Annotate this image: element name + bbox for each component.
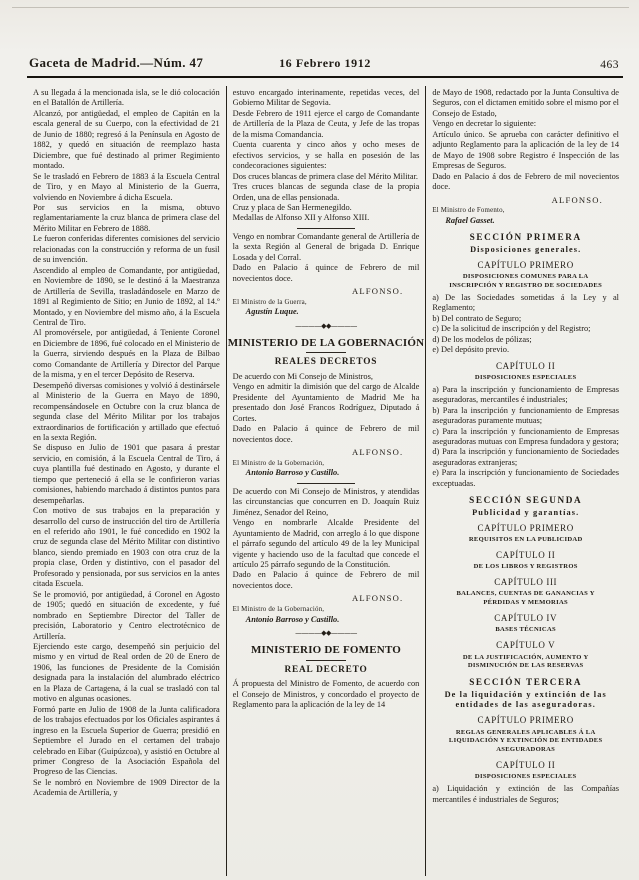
page-number: 463 <box>600 59 619 71</box>
list-item: a) Para la inscripción y funcionamiento de Empresas aseguradoras, mercantiles é industriales; <box>432 384 620 405</box>
list-item: d) Para la inscripción y funcionamiento de Sociedades aseguradoras extranjeras; <box>432 447 620 467</box>
paragraph: Dado en Palacio á quince de Febrero de mil novecientos doce. <box>232 263 420 283</box>
paragraph: Vengo en nombrar Comandante general de Artillería de la sexta Región al General de brigada D. Enrique Losada y del Corral. <box>232 231 420 262</box>
chapter-caption: DISPOSICIONES ESPECIALES <box>474 773 577 781</box>
decree-heading: REAL DECRETO <box>284 664 368 675</box>
list-item: b) Para la inscripción y funcionamiento de Empresas aseguradoras puramente mutuas; <box>432 405 620 426</box>
chapter-caption: BALANCES, CUENTAS DE GANANCIAS Y PÉRDIDAS Y MEMORIAS <box>456 590 595 607</box>
paragraph: Dos cruces blancas de primera clase del Mérito Militar. <box>232 171 419 181</box>
ornament-divider: ————◆◆———— <box>295 321 357 330</box>
paragraph: Por sus servicios en la misma, obtuvo reglamentariamente la cruz blanca de primera clase del Mérito Militar en Febrero de 1888. <box>33 202 220 233</box>
chapter-heading: CAPÍTULO II <box>496 360 556 371</box>
chapter-heading: CAPÍTULO PRIMERO <box>477 523 574 534</box>
list-item: c) Para la inscripción y funcionamiento de Empresas aseguradoras mutuas con Empresa fundadora y gestora; <box>432 426 620 446</box>
list-item: a) De las Sociedades sometidas á la Ley y al Reglamento; <box>432 292 620 313</box>
chapter-caption: REGLAS GENERALES APLICABLES Á LA LIQUIDACIÓN Y EXTINCIÓN DE ENTIDADES ASEGURADORAS <box>448 728 603 754</box>
rule-divider <box>306 352 346 353</box>
paragraph: Formó parte en Julio de 1908 de la Junta calificadora de los trabajos efectuados por los Oficiales aspirantes á ingreso en la Escuela Superior de Guerra; presidió en Septiembre el Jurado en el certamen del trabajo celebrado en Eibar (Guipúzcoa), y asistió en Octubre al primer Congreso de la Asociación Española del Progreso de las Ciencias. <box>33 704 220 777</box>
list-item: a) Liquidación y extinción de las Compañías mercantiles é industriales de Seguros; <box>432 784 620 804</box>
minister-title: El Ministro de la Gobernación, <box>232 606 325 614</box>
royal-signature: ALFONSO. <box>551 194 604 205</box>
chapter-caption: DISPOSICIONES COMUNES PARA LA INSCRIPCIÓN Y REGISTRO DE SOCIEDADES <box>449 273 603 290</box>
paragraph: Al promovérsele, por antigüedad, á Teniente Coronel en Diciembre de 1896, fué colocado en el Ministerio de la Guerra, sirviendo después en la Plaza de Bilbao como Comandante de Artillería y Director del Parque de la misma, y en el tercer Depósito de Reserva. <box>33 328 220 380</box>
paragraph: Artículo único. Se aprueba con carácter definitivo el adjunto Reglamento para la aplicación de la ley de 14 de Mayo de 1908 sobre Registro é Inspección de las Empresas de Seguros. <box>432 129 620 171</box>
paragraph: Cruz y placa de San Hermenegildo. <box>232 202 352 212</box>
paragraph: estuvo encargado interinamente, repetidas veces, del Gobierno Militar de Segovia. <box>232 88 420 108</box>
column-2 <box>226 86 426 876</box>
list-item: d) De los modelos de pólizas; <box>432 334 532 344</box>
paragraph: Se le nombró en Noviembre de 1909 Director de la Academia de Artillería, y <box>33 777 220 798</box>
paragraph: Vengo en admitir la dimisión que del cargo de Alcalde Presidente del Ayuntamiento de Madrid Me ha presentado don José Francos Rodríguez, Diputado á Cortes. <box>232 382 420 423</box>
list-item: e) Para la inscripción y funcionamiento de Sociedades exceptuadas. <box>432 468 620 488</box>
text-columns <box>27 86 625 876</box>
paragraph: Dado en Palacio á quince de Febrero de mil novecientos doce. <box>232 424 420 444</box>
paragraph: De acuerdo con Mi Consejo de Ministros, y atendidas las circunstancias que concurren en D. Joaquín Ruiz Jiménez, Senador del Reino, <box>232 486 420 517</box>
paragraph: de Mayo de 1908, redactado por la Junta Consultiva de Seguros, con el dictamen emitido sobre el mismo por el Consejo de Estado, <box>432 88 620 118</box>
royal-signature: ALFONSO. <box>351 447 404 458</box>
chapter-caption: DE LA JUSTIFICACIÓN, AUMENTO Y DISMINUCIÓN DE LAS RESERVAS <box>462 653 589 670</box>
section-subheading: De la liquidación y extinción de las entidades de las aseguradoras. <box>444 689 607 710</box>
paragraph: Tres cruces blancas de segunda clase de la propia Orden, una de ellas pensionada. <box>232 182 420 202</box>
chapter-caption: REQUISITOS EN LA PUBLICIDAD <box>468 536 583 544</box>
section-heading: SECCIÓN TERCERA <box>469 677 583 688</box>
chapter-heading: CAPÍTULO II <box>496 760 556 771</box>
section-heading: SECCIÓN PRIMERA <box>469 232 582 243</box>
list-item: e) Del depósito previo. <box>432 345 510 355</box>
royal-signature: ALFONSO. <box>351 593 404 604</box>
paragraph: Alcanzó, por antigüedad, el empleo de Capitán en la escala general de su Cuerpo, con la efectividad de 21 de Junio de 1880; regresó á la Península en Agosto de 1882, y quedó en situación de reemplazo hasta Diciembre, que fué destinado al primer Regimiento montado. <box>33 108 220 171</box>
minister-signature: Agustín Luque. <box>245 307 299 317</box>
chapter-heading: CAPÍTULO II <box>496 550 556 561</box>
chapter-heading: CAPÍTULO PRIMERO <box>477 259 574 270</box>
paragraph: Cuenta cuarenta y cinco años y ocho meses de efectivos servicios, y se halla en posesión de las condecoraciones siguientes: <box>232 140 420 171</box>
paragraph: Con motivo de sus trabajos en la preparación y desarrollo del curso de instrucción del tiro de Artillería en el referido año 1901, le fué concedido en 1902 la cruz de segunda clase del Mérito Militar con distintivo blanco, siendo premiado en 1903 con otra cruz de la propia clase, Orden y distintivo, con el pasador del Profesorado y pensionada, por sus servicios en la antes citada Escuela. <box>33 506 220 589</box>
paragraph: De acuerdo con Mi Consejo de Ministros, <box>232 372 373 382</box>
minister-signature: Antonio Barroso y Castillo. <box>245 614 340 624</box>
chapter-heading: CAPÍTULO III <box>494 577 558 588</box>
minister-signature: Antonio Barroso y Castillo. <box>245 468 340 478</box>
paragraph: Se dispuso en Julio de 1901 que pasara á prestar servicio, en comisión, á la Escuela Central de Tiro, á cuya plantilla fué destinado en Agosto, y durante el tiempo que perteneció á ella se le confirieron varias comisiones, habiendo marchado á distintos puntos para desempeñarlas. <box>33 443 220 505</box>
paragraph: Le fueron conferidas diferentes comisiones del servicio relacionadas con la construcción y reforma de un fusil de su invención. <box>33 234 220 265</box>
scan-artifact-line <box>12 7 629 8</box>
decree-heading: REALES DECRETOS <box>274 357 378 368</box>
paragraph: Desempeñó diversas comisiones y volvió á destinársele al Ministerio de la Guerra en Mayo de 1890, recompensándosele en Octubre con la cruz blanca de segunda clase del Mérito Militar por los trabajos extraordinarios de fortificación y artillado que efectuó en la sexta Región. <box>33 380 220 442</box>
rule-divider <box>297 483 355 484</box>
page-header <box>27 50 623 78</box>
paragraph: Se le promovió, por antigüedad, á Coronel en Agosto de 1905; quedó en situación de excedente, y fué nombrado en Septiembre Director del Taller de precisión, Laboratorio y Centro electrotécnico de Artillería. <box>33 589 220 641</box>
minister-signature: Rafael Gasset. <box>445 215 495 225</box>
rule-divider <box>297 228 355 229</box>
section-heading: SECCIÓN SEGUNDA <box>469 495 583 506</box>
paragraph: Dado en Palacio á dos de Febrero de mil novecientos doce. <box>432 171 620 192</box>
chapter-caption: BASES TÉCNICAS <box>495 626 557 634</box>
paragraph: Vengo en nombrarle Alcalde Presidente del Ayuntamiento de Madrid, con arreglo á lo que dispone el párrafo segundo del artículo 49 de la ley Municipal vigente y haciendo uso de la facultad que concede el artículo 25 párrafo segundo de la Constitución. <box>232 518 420 569</box>
paragraph: Á propuesta del Ministro de Fomento, de acuerdo con el Consejo de Ministros, y concordado el proyecto de Reglamento para la aplicación de la ley de 14 <box>232 679 420 710</box>
issue-date: 16 Febrero 1912 <box>279 56 371 70</box>
masthead: Gaceta de Madrid.—Núm. 47 <box>29 55 204 70</box>
minister-title: El Ministro de la Gobernación, <box>232 459 325 467</box>
ministry-heading: MINISTERIO DE LA GOBERNACIÓN <box>227 336 425 349</box>
chapter-heading: CAPÍTULO V <box>496 640 556 651</box>
paragraph: Ejerciendo este cargo, desempeñó sin perjuicio del mismo y en virtud de Real orden de 20 de Enero de 1906, las funciones de Presidente de la Comisión designada para la instalación del alumbrado eléctrico en la Plaza de Cartagena, á la cual se trasladó con tal motivo en algunas ocasiones. <box>33 642 220 704</box>
paragraph: Vengo en decretar lo siguiente: <box>432 119 537 129</box>
paragraph: Se le trasladó en Febrero de 1883 á la Escuela Central de Tiro, y en Mayo al Ministerio de la Guerra, volviendo en Noviembre á dicha Escuela. <box>33 171 220 202</box>
paragraph: Dado en Palacio á quince de Febrero de mil novecientos doce. <box>232 570 420 590</box>
royal-signature: ALFONSO. <box>351 286 404 297</box>
section-subheading: Disposiciones generales. <box>470 244 582 254</box>
paragraph: Desde Febrero de 1911 ejerce el cargo de Comandante de Artillería de la Plaza de Ceuta, y Jefe de las tropas de la misma Comandancia. <box>232 108 420 139</box>
list-item: c) De la solicitud de inscripción y del Registro; <box>432 324 591 334</box>
minister-title: El Ministro de la Guerra, <box>232 298 307 306</box>
paragraph: Ascendido al empleo de Comandante, por antigüedad, en Noviembre de 1890, se le destinó á la Maestranza de Artillería de Sevilla, trasladándosele en Marzo de 1891 al Regimiento de Sitio; en Junio de 1892, al 14.º Montado, y en Noviembre del mismo año, á la Escuela Central de Tiro. <box>33 265 220 327</box>
ornament-divider: ————◆◆———— <box>295 628 357 637</box>
column-1 <box>27 86 226 876</box>
paragraph: Medallas de Alfonso XII y Alfonso XIII. <box>232 213 370 223</box>
paragraph: A su llegada á la mencionada isla, se le dió colocación en el Batallón de Artillería. <box>33 88 220 108</box>
column-3 <box>425 86 625 876</box>
chapter-caption: DISPOSICIONES ESPECIALES <box>474 373 577 381</box>
chapter-heading: CAPÍTULO PRIMERO <box>477 715 574 726</box>
rule-divider <box>306 660 346 661</box>
minister-title: El Ministro de Fomento, <box>432 207 505 215</box>
list-item: b) Del contrato de Seguro; <box>432 313 522 323</box>
section-subheading: Publicidad y garantías. <box>472 507 580 517</box>
chapter-caption: DE LOS LIBROS Y REGISTROS <box>473 563 578 571</box>
chapter-heading: CAPÍTULO IV <box>494 613 558 624</box>
ministry-heading: MINISTERIO DE FOMENTO <box>250 643 402 656</box>
